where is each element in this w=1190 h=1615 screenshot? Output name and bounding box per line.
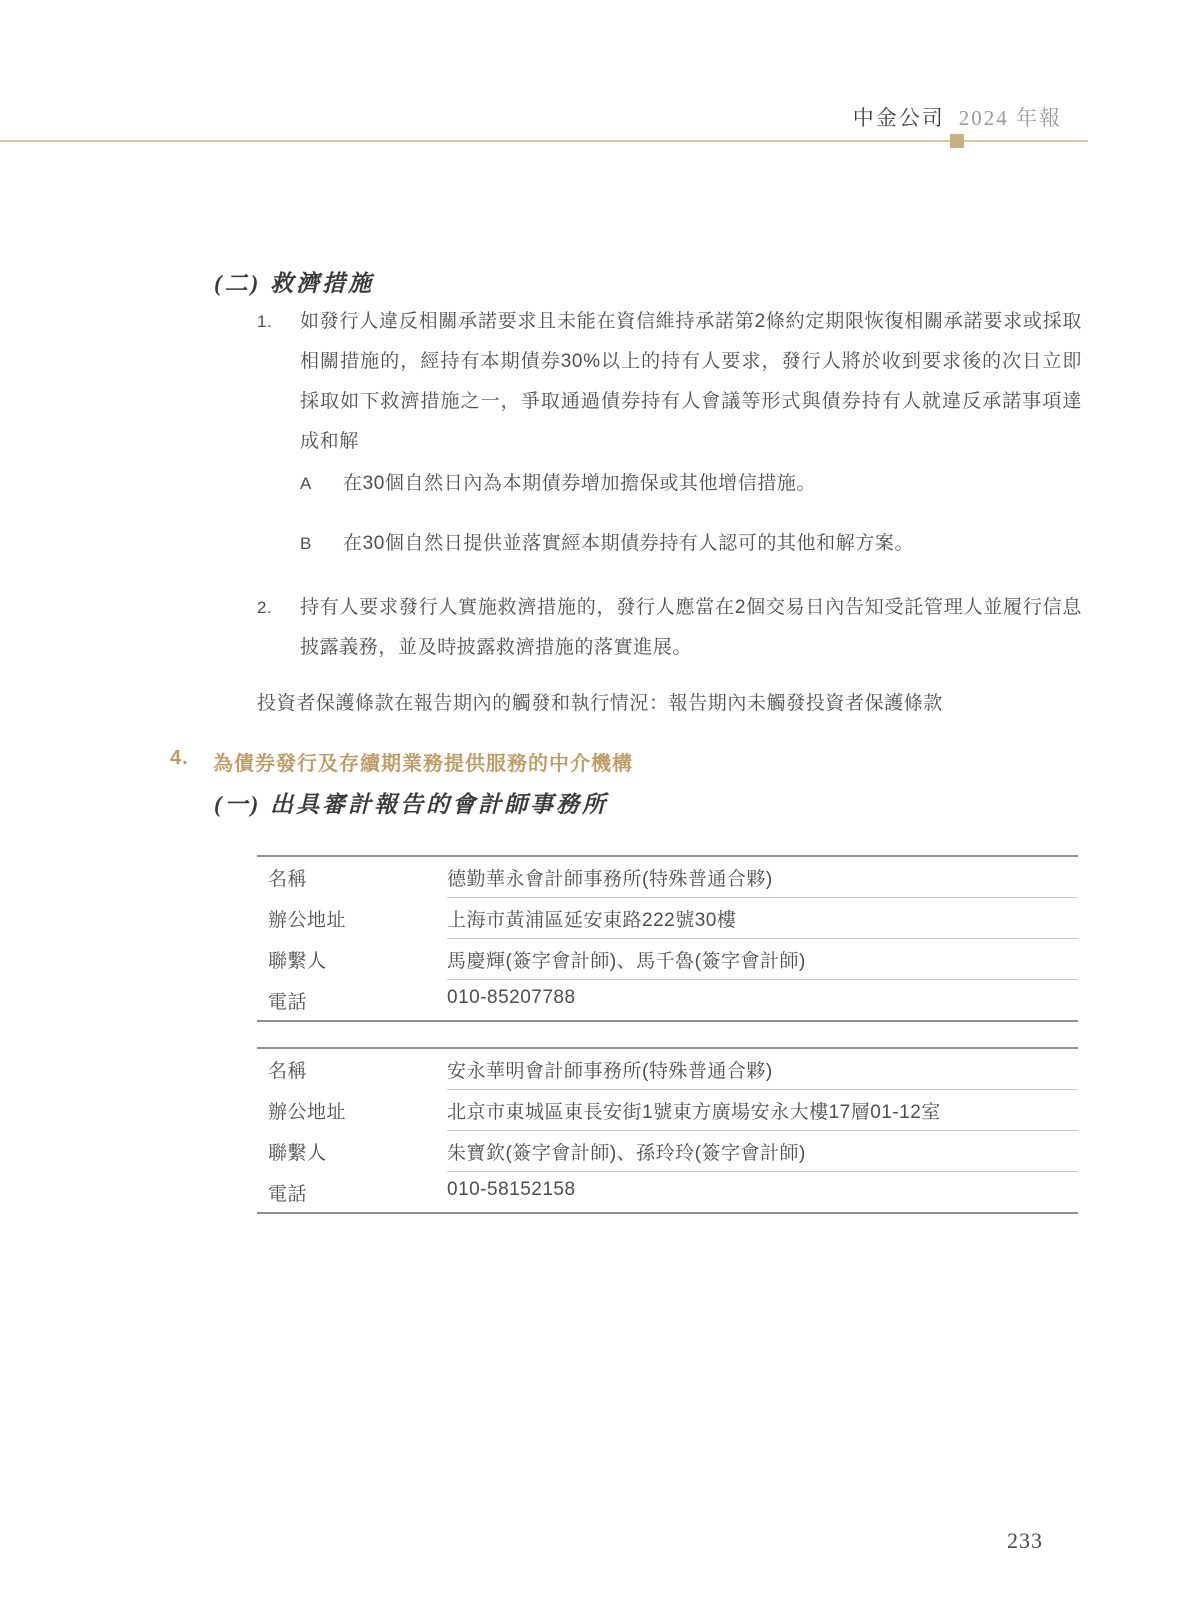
table-row: [257, 1049, 1078, 1090]
row-label: 辦公地址: [268, 910, 347, 931]
row-value: 010-85207788: [447, 987, 576, 1008]
audit-firm-table-1: [257, 855, 1078, 1022]
row-label: 辦公地址: [268, 1102, 347, 1123]
row-value: 上海市黃浦區延安東路222號30樓: [447, 898, 1078, 939]
investor-protection-note: 投資者保護條款在報告期內的觸發和執行情況：報告期內未觸發投資者保護條款: [257, 693, 944, 714]
company-name: 中金公司: [852, 106, 945, 130]
list-item-1-number: 1.: [257, 312, 273, 331]
remedy-section-heading: (二) 救濟措施: [214, 271, 375, 296]
list-item-1: [257, 302, 1082, 462]
report-year-label: 2024 年報: [958, 106, 1062, 130]
sub-item-a: [300, 470, 1090, 498]
list-item-2-number: 2.: [257, 598, 273, 617]
row-label: 電話: [268, 1184, 308, 1205]
row-label: 電話: [268, 992, 308, 1013]
table-row: [257, 857, 1078, 898]
sub-item-a-letter: A: [300, 474, 312, 493]
list-item-2: [257, 588, 1082, 668]
table-row: [257, 1090, 1078, 1131]
intermediaries-heading-text: 為債券發行及存續期業務提供服務的中介機構: [213, 753, 633, 775]
table-row: [257, 1131, 1078, 1172]
header-square-marker: [950, 134, 964, 148]
sub-item-b-letter: B: [300, 534, 312, 553]
row-value: 朱寶欽(簽字會計師)、孫玲玲(簽字會計師): [447, 1131, 1078, 1172]
intermediaries-heading: [170, 747, 633, 776]
row-value: 010-58152158: [447, 1179, 576, 1200]
row-label: 名稱: [268, 869, 308, 890]
row-value: 馬慶輝(簽字會計師)、馬千魯(簽字會計師): [447, 939, 1078, 980]
row-label: 聯繫人: [268, 951, 327, 972]
intermediaries-heading-number: 4.: [170, 747, 189, 769]
sub-item-b-text: 在30個自然日提供並落實經本期債券持有人認可的其他和解方案。: [343, 533, 915, 554]
table-row: [257, 898, 1078, 939]
sub-item-a-text: 在30個自然日內為本期債券增加擔保或其他增信措施。: [343, 473, 817, 494]
running-header: [853, 102, 1062, 132]
table-row: [257, 1172, 1078, 1212]
table-row: [257, 939, 1078, 980]
page-number: 233: [1007, 1528, 1043, 1553]
row-value: 德勤華永會計師事務所(特殊普通合夥): [447, 857, 1078, 898]
header-rule: [0, 140, 1088, 142]
row-label: 聯繫人: [268, 1143, 327, 1164]
list-item-1-text: 如發行人違反相關承諾要求且未能在資信維持承諾第2條約定期限恢復相關承諾要求或採取相關措施的，經持有本期債券30%以上的持有人要求，發行人將於收到要求後的次日立即採取如下救濟措施之一，爭取通過債券持有人會議等形式與債券持有人就違反承諾事項達成和解: [300, 311, 1082, 452]
audit-firm-table-2: [257, 1047, 1078, 1214]
row-value: 北京市東城區東長安街1號東方廣場安永大樓17層01-12室: [447, 1090, 1078, 1131]
row-label: 名稱: [268, 1061, 308, 1082]
sub-item-b: [300, 530, 1090, 558]
list-item-2-text: 持有人要求發行人實施救濟措施的，發行人應當在2個交易日內告知受託管理人並履行信息披露義務，並及時披露救濟措施的落實進展。: [300, 597, 1082, 658]
table-row: [257, 980, 1078, 1020]
row-value: 安永華明會計師事務所(特殊普通合夥): [447, 1049, 1078, 1090]
audit-firms-subheading: (一) 出具審計報告的會計師事務所: [214, 792, 609, 817]
